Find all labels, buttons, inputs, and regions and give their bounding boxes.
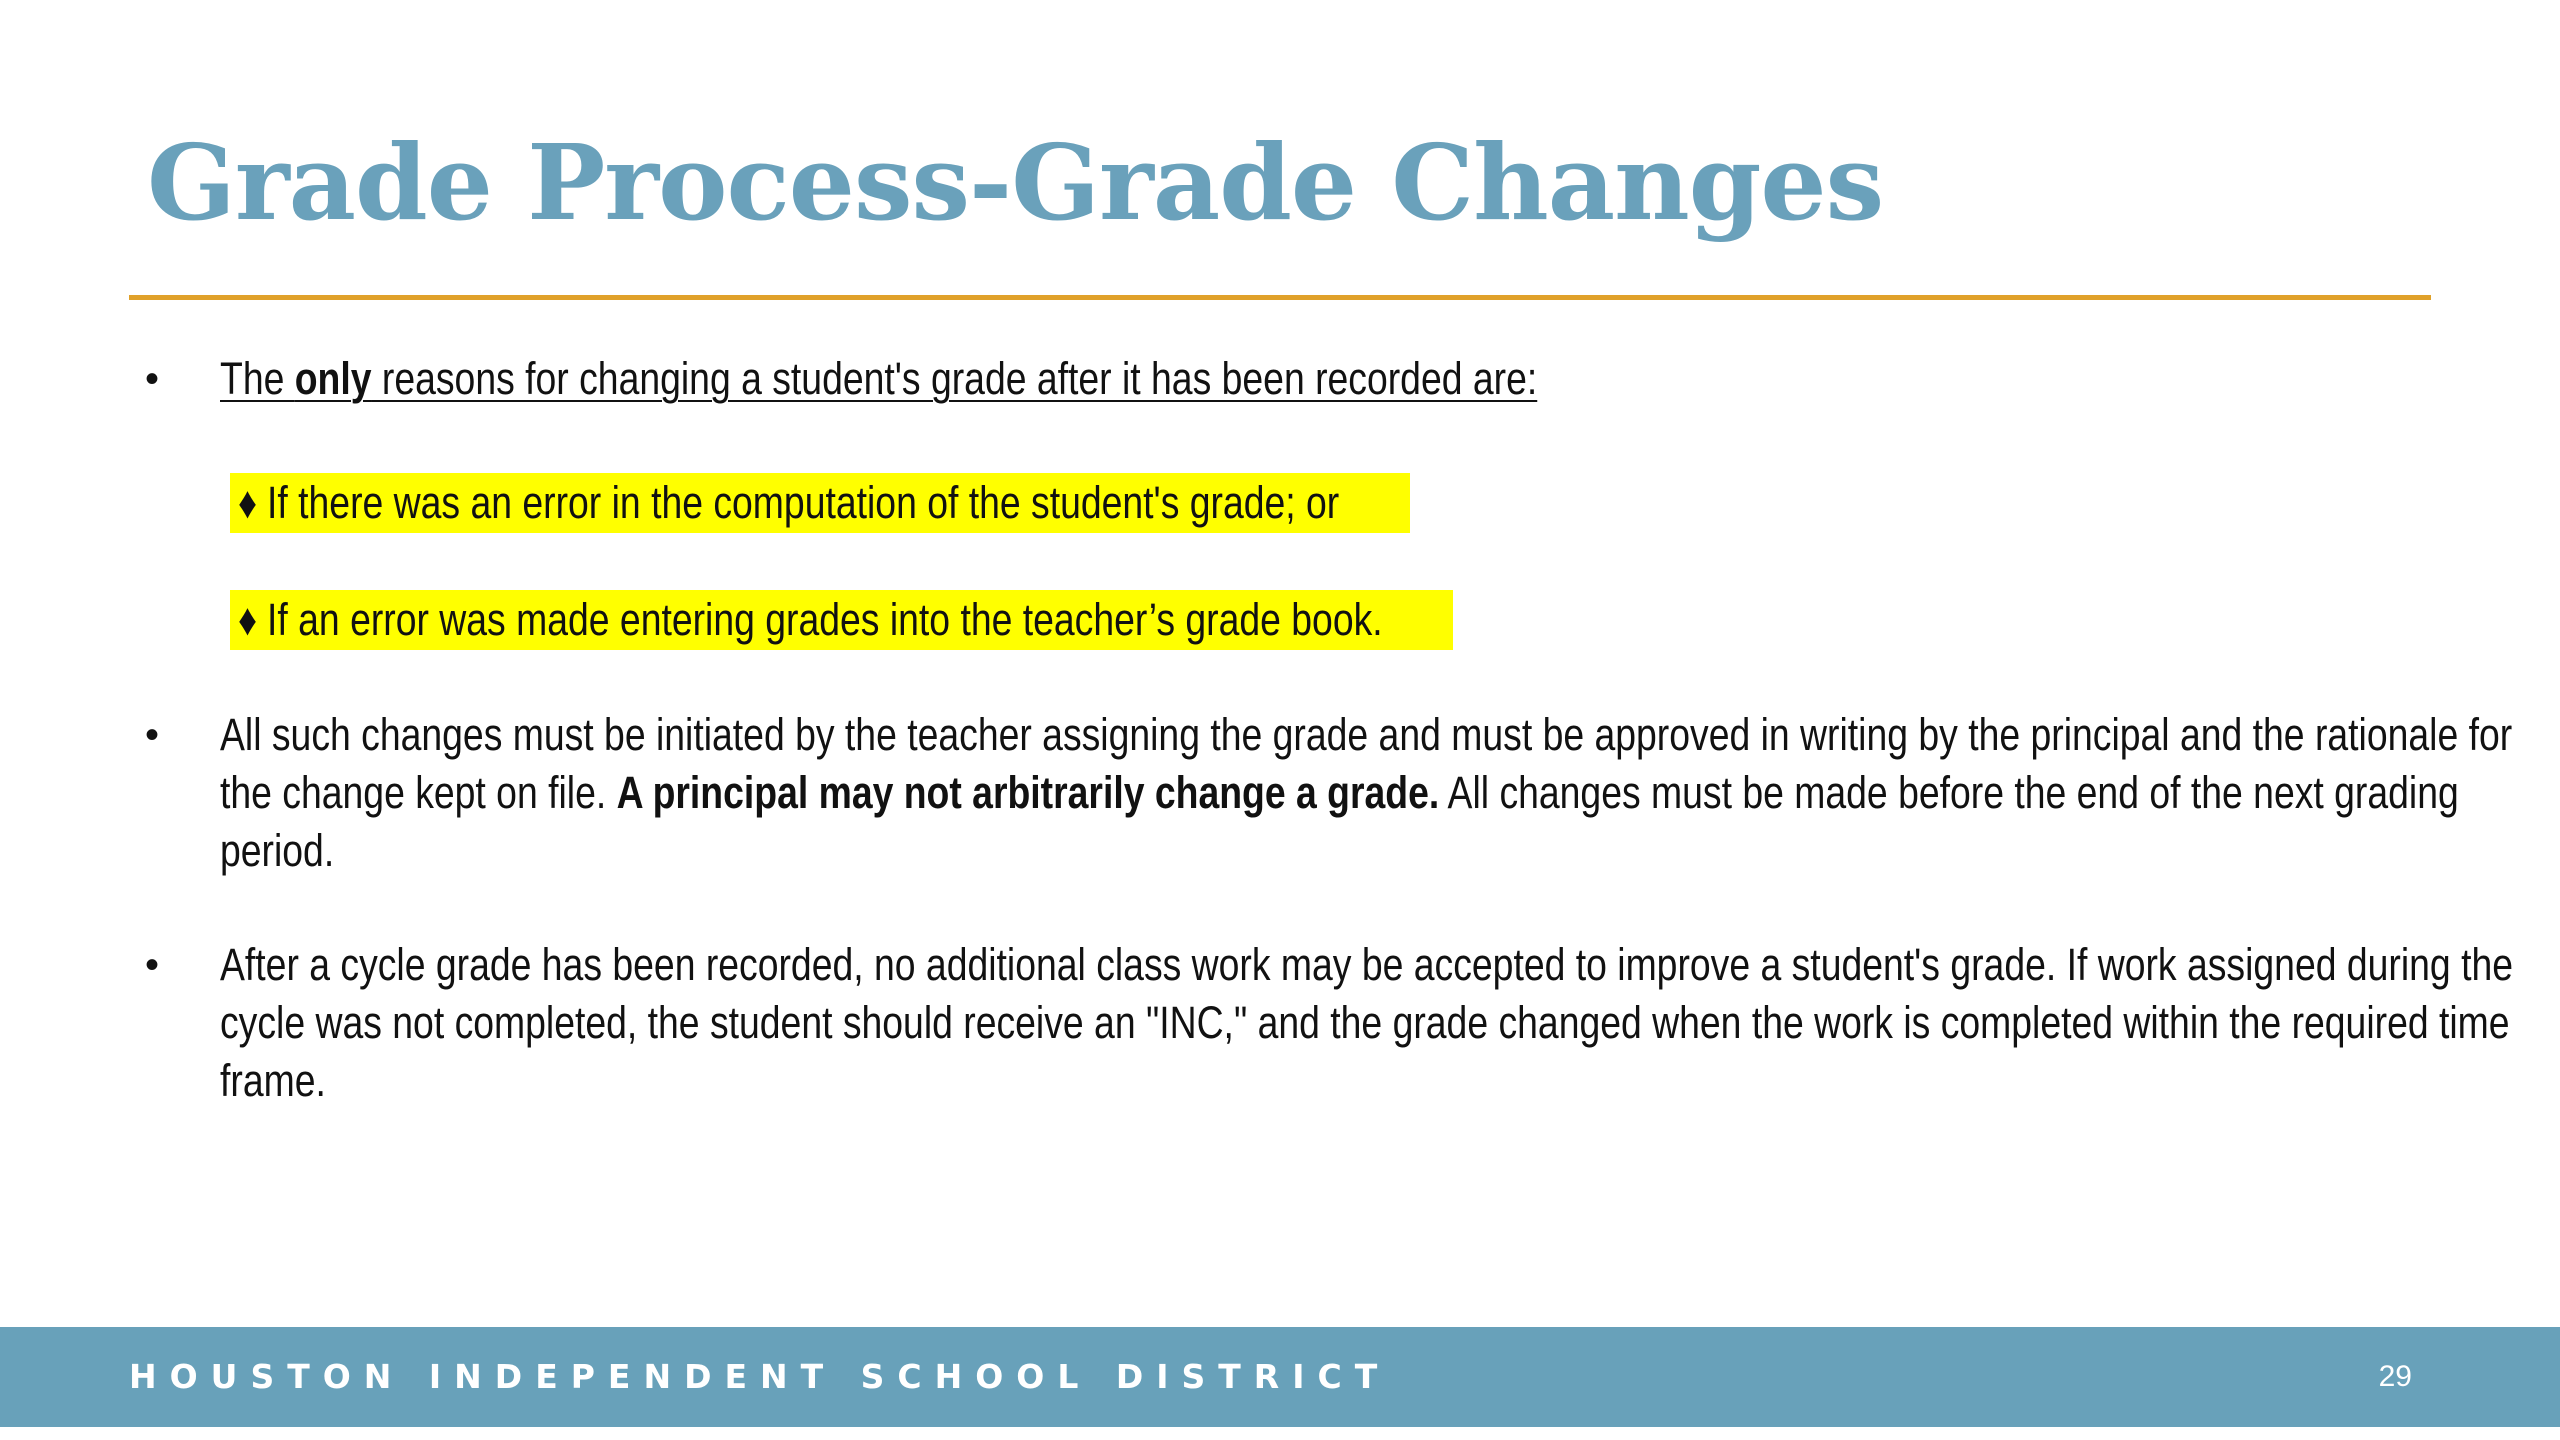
page-number: 29 [2378,1360,2412,1393]
bullet-text: After a cycle grade has been recorded, no additional class work may be accepted to improve a student's grade. If work assigned during the cycle was not completed, the student should receive an "INC," and the grade changed when the work is completed within the required time frame. [220,939,2514,1106]
bullet-marker: • [145,943,160,987]
bullet1-prefix: The [220,353,295,404]
highlighted-sub-item [230,473,1410,533]
diamond-icon: ♦ [238,594,258,645]
sub-item-label: If there was an error in the computation of the student's grade; or [267,477,1340,528]
bullet-marker: • [145,713,160,757]
bullet-text [220,706,2544,880]
bullet1-emphasis: only [294,353,372,404]
title-divider [129,295,2431,300]
slide-title: Grade Process-Grade Changes [147,121,1884,244]
sub-item-label: If an error was made entering grades into the teacher’s grade book. [267,594,1383,645]
bullet-marker: • [145,357,160,401]
bullet1-suffix: reasons for changing a student's grade after it has been recorded are: [371,353,1538,404]
footer-bar [0,1327,2560,1427]
highlighted-sub-item [230,590,1453,650]
bullet2-part1: All such changes must be initiated by the teacher assigning the grade and must be approved in writing by the principal and the rationale for the change kept on file. [220,709,2513,818]
bullet2-emphasis: A principal may not arbitrarily change a grade. [616,767,1440,818]
sub-item-text [238,591,1383,649]
bullet-text [220,350,2154,408]
diamond-icon: ♦ [238,477,258,528]
organization-name: HOUSTON INDEPENDENT SCHOOL DISTRICT [129,1357,1391,1396]
sub-item-text [238,474,1339,532]
bullet2-part2: All changes must be made before the end of the next grading period. [220,767,2459,876]
